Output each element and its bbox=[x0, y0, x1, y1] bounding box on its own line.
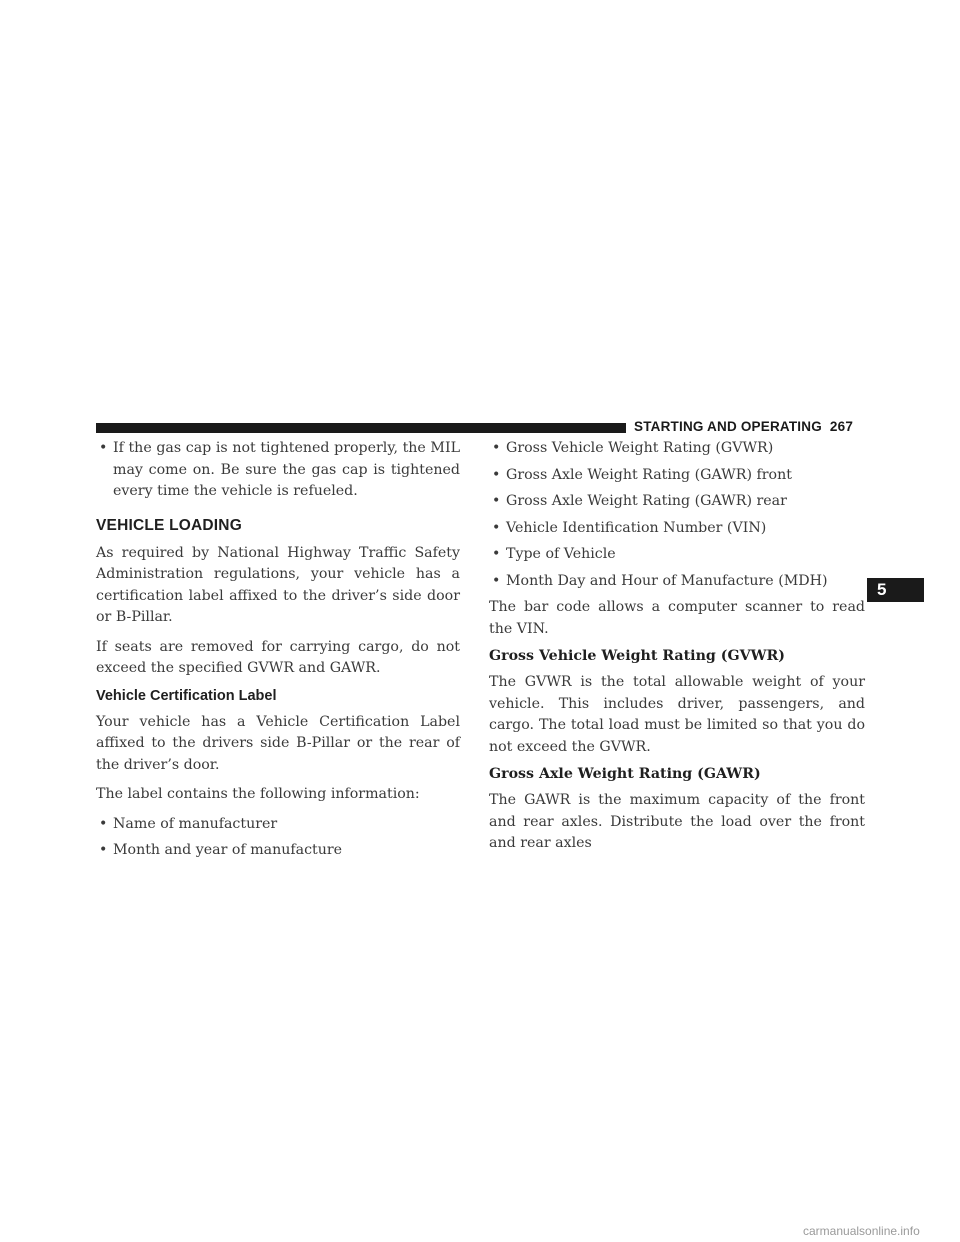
chapter-tab[interactable] bbox=[867, 578, 924, 602]
bullet-icon: • bbox=[492, 572, 501, 589]
heading-vehicle-loading: VEHICLE LOADING bbox=[96, 516, 242, 534]
paragraph-label-contains: The label contains the following information: bbox=[96, 786, 420, 802]
bullet-text: Gross Axle Weight Rating (GAWR) front bbox=[506, 466, 792, 483]
chapter-number: 5 bbox=[877, 580, 887, 599]
bullet-text: Month Day and Hour of Manufacture (MDH) bbox=[506, 572, 828, 589]
bullet-gawr-rear bbox=[489, 491, 865, 513]
paragraph-nhtsa: As required by National Highway Traffic Safety Administration regulations, your vehicle has a certification label affixed to the driver’s side door or B-Pillar. bbox=[96, 544, 460, 625]
bullet-text: Name of manufacturer bbox=[113, 815, 278, 832]
bullet-type-of-vehicle bbox=[489, 544, 865, 566]
bullet-text: Gross Axle Weight Rating (GAWR) rear bbox=[506, 493, 787, 509]
right-column bbox=[489, 438, 865, 863]
bullet-icon: • bbox=[492, 493, 501, 509]
bullet-text: Month and year of manufacture bbox=[113, 842, 343, 858]
bullet-icon: • bbox=[492, 519, 501, 536]
bullet-icon: • bbox=[99, 815, 108, 832]
bullet-text: Gross Vehicle Weight Rating (GVWR) bbox=[506, 440, 774, 456]
bullet-icon: • bbox=[492, 546, 501, 562]
bullet-icon: • bbox=[99, 440, 108, 456]
heading-gvwr: Gross Vehicle Weight Rating (GVWR) bbox=[489, 648, 786, 664]
bullet-icon: • bbox=[492, 440, 501, 456]
header-rule bbox=[96, 423, 626, 433]
bullet-text: Type of Vehicle bbox=[506, 546, 616, 562]
bullet-gvwr bbox=[489, 438, 865, 460]
page-number: 267 bbox=[829, 419, 854, 434]
paragraph-certification: Your vehicle has a Vehicle Certification Label affixed to the drivers side B-Pillar or the rear of the driver’s door. bbox=[96, 713, 460, 773]
section-title: STARTING AND OPERATING bbox=[634, 419, 822, 434]
bullet-icon: • bbox=[492, 466, 501, 483]
heading-certification-label: Vehicle Certification Label bbox=[96, 687, 277, 704]
bullet-text: If the gas cap is not tightened properly, the MIL may come on. Be sure the gas cap is tightened every time the vehicle is refueled. bbox=[113, 440, 460, 499]
bullet-month-year bbox=[96, 840, 460, 862]
bullet-vin bbox=[489, 518, 865, 540]
bullet-mdh bbox=[489, 571, 865, 593]
left-column bbox=[96, 438, 460, 867]
paragraph-barcode: The bar code allows a computer scanner to read the VIN. bbox=[489, 599, 865, 637]
bullet-name-of-manufacturer bbox=[96, 814, 460, 836]
paragraph-gawr: The GAWR is the maximum capacity of the front and rear axles. Distribute the load over the front and rear axles bbox=[489, 792, 865, 851]
heading-gawr: Gross Axle Weight Rating (GAWR) bbox=[489, 766, 761, 782]
bullet-gawr-front bbox=[489, 465, 865, 487]
paragraph-gvwr: The GVWR is the total allowable weight of your vehicle. This includes driver, passengers, and cargo. The total load must be limited so that you do not exceed the GVWR. bbox=[489, 674, 865, 755]
paragraph-seats: If seats are removed for carrying cargo, do not exceed the specified GVWR and GAWR. bbox=[96, 638, 460, 676]
watermark: carmanualsonline.info bbox=[803, 1224, 920, 1238]
running-header bbox=[634, 419, 853, 434]
bullet-text: Vehicle Identification Number (VIN) bbox=[506, 519, 767, 536]
bullet-gas-cap bbox=[96, 438, 460, 503]
bullet-icon: • bbox=[99, 842, 108, 858]
